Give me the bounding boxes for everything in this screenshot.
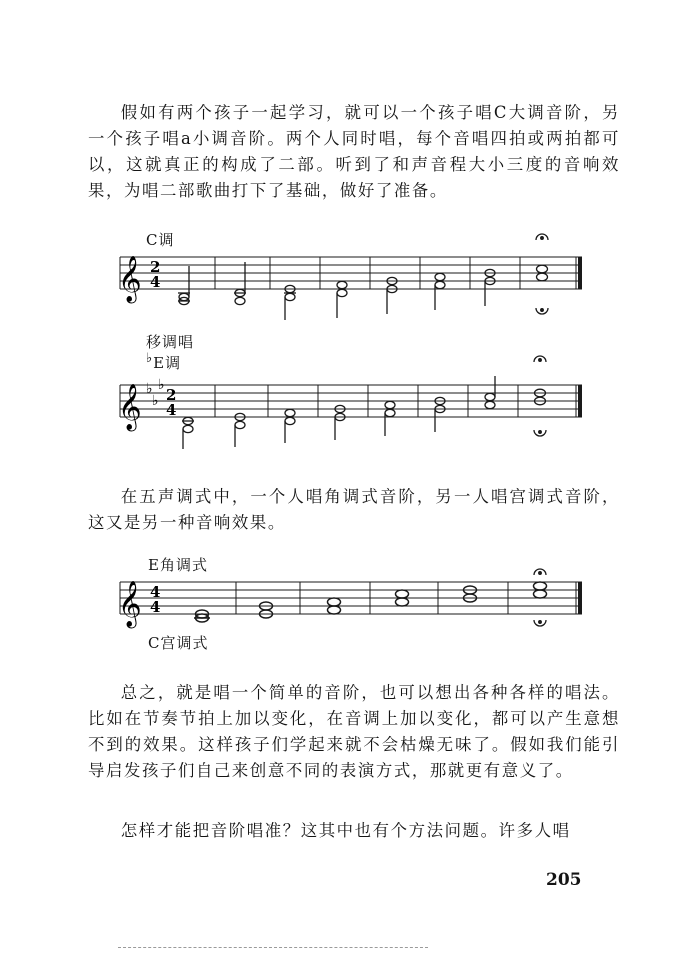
time-signature-top: 2 <box>166 386 177 404</box>
paragraph-1: 假如有两个孩子一起学习，就可以一个孩子唱C大调音阶，另一个孩子唱a小调音阶。两个人同时唱，每个音唱四拍或两拍都可以，这就真正的构成了二部。听到了和声音程大小三度的音响效果，为唱二部歌曲打下了基础，做好了准备。 <box>88 103 620 200</box>
eflat-key-text: E调 <box>153 354 182 372</box>
final-barline <box>578 582 582 614</box>
time-signature-bottom: 4 <box>166 401 177 419</box>
treble-clef-icon: 𝄞 <box>118 581 142 627</box>
footer-rule <box>118 947 428 948</box>
label-c-gong-mode: C宫调式 <box>148 634 209 652</box>
page-number: 205 <box>546 870 582 890</box>
flat-icon: ♭ <box>158 377 165 393</box>
treble-clef-icon: 𝄞 <box>118 384 142 430</box>
time-signature-bottom: 4 <box>150 598 161 616</box>
treble-clef-icon: 𝄞 <box>118 256 142 302</box>
flat-icon: ♭ <box>146 381 153 397</box>
time-signature-top: 4 <box>150 583 161 601</box>
label-transpose: 移调唱 <box>146 333 195 351</box>
time-signature-bottom: 4 <box>150 273 161 291</box>
paragraph-3: 总之，就是唱一个简单的音阶，也可以想出各种各样的唱法。比如在节奏节拍上加以变化，在音调上加以变化，都可以产生意想不到的效果。这样孩子们学起来就不会枯燥无味了。假如我们能引导启发孩子们自己来创意不同的表演方式，那就更有意义了。 <box>88 683 620 780</box>
label-c-major: C调 <box>146 231 175 249</box>
label-e-jue-mode: E角调式 <box>148 556 208 574</box>
flat-icon: ♭ <box>152 393 159 409</box>
time-signature-top: 2 <box>150 258 161 276</box>
paragraph-4: 怎样才能把音阶唱准？这其中也有个方法问题。许多人唱 <box>120 821 571 840</box>
flat-sign: ♭ <box>146 351 154 366</box>
staff-lines <box>120 582 582 614</box>
paragraph-2: 在五声调式中，一个人唱角调式音阶，另一人唱宫调式音阶，这又是另一种音响效果。 <box>88 487 620 532</box>
